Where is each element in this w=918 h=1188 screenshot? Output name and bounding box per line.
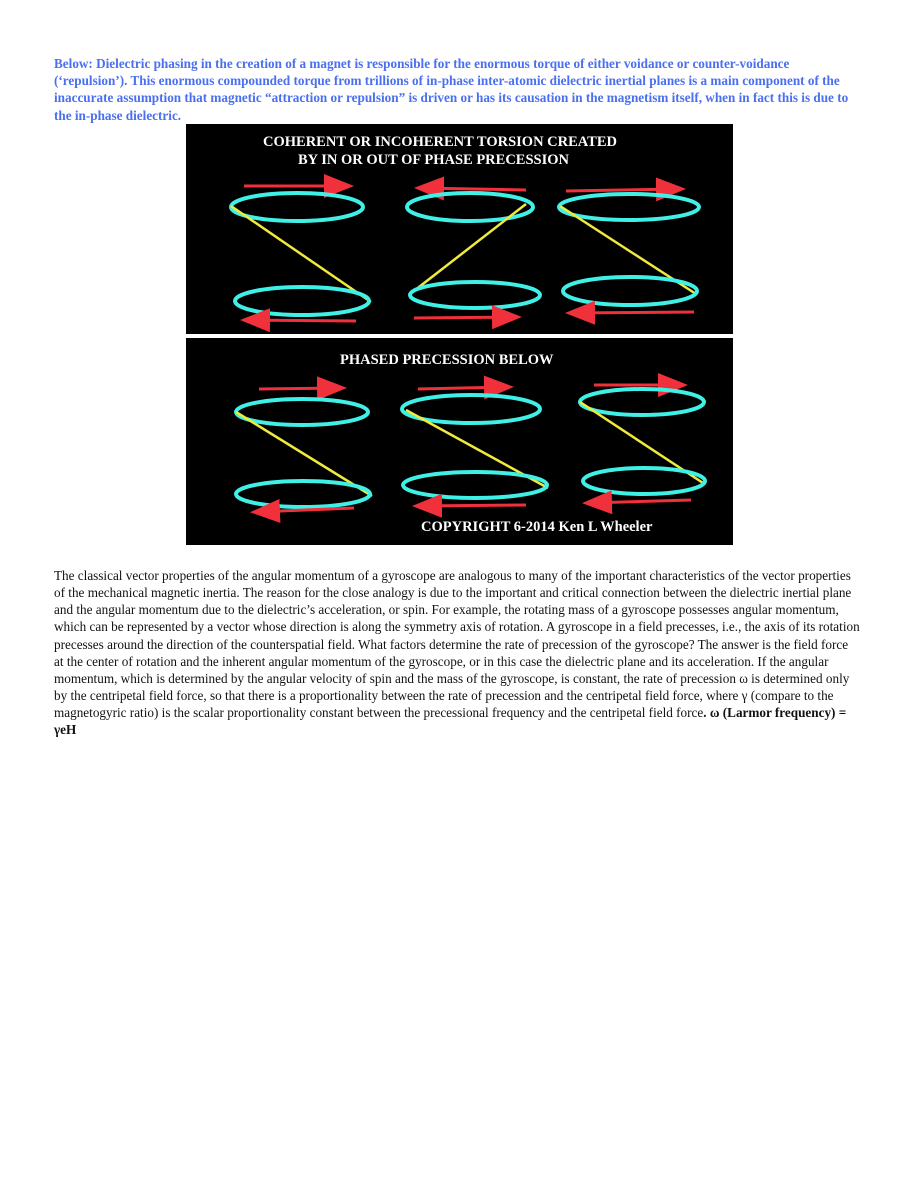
arrow-right-icon <box>414 317 516 318</box>
top-title-line1: COHERENT OR INCOHERENT TORSION CREATED <box>263 134 617 150</box>
lower-ring-icon <box>410 282 540 308</box>
upper-ring-icon <box>407 193 533 221</box>
gyroscope-3-bottom <box>580 385 705 503</box>
precession-diagram-top <box>186 124 733 334</box>
lower-ring-icon <box>563 277 697 305</box>
arrow-right-icon <box>259 388 341 389</box>
upper-ring-icon <box>580 389 704 415</box>
upper-ring-icon <box>236 399 368 425</box>
figure-bottom-panel <box>186 338 733 545</box>
upper-ring-icon <box>231 193 363 221</box>
gyroscope-2-top <box>407 188 540 318</box>
gyroscope-2-bottom <box>402 387 548 506</box>
arrow-left-icon <box>246 320 356 321</box>
lower-ring-icon <box>403 472 547 498</box>
body-paragraph-text: The classical vector properties of the angular momentum of a gyroscope are analogous to many of the important characteristics of the vector properties of the mechanical magnetic inertia. The reason for the close analogy is due to the important and critical connection between the dielectric inertial plane and the angular momentum due to the dielectric’s acceleration, or spin. For example, the rotating mass of a gyroscope possesses angular momentum, which can be represented by a vector whose direction is along the symmetry axis of rotation. A gyroscope in a field precesses, i.e., the axis of its rotation precesses around the direction of the counterspatial field. What factors determine the rate of precession of the gyroscope? The answer is the field force at the center of rotation and the inherent angular momentum of the gyroscope, or in this case the dielectric plane and its acceleration. If the angular momentum, which is determined by the angular velocity of spin and the mass of the gyroscope, is constant, the rate of precession ω is determined only by the centripetal field force, so that there is a proportionality between the rate of precession and the centripetal field force, where γ (compare to the magnetogyric ratio) is the scalar proportionality constant between the precessional frequency and the centripetal field force <box>54 568 860 721</box>
arrow-left-icon <box>588 500 691 503</box>
lower-ring-icon <box>235 287 369 315</box>
arrow-right-icon <box>418 387 508 389</box>
bottom-title: PHASED PRECESSION BELOW <box>340 352 554 368</box>
gyroscope-3-top <box>559 189 699 313</box>
precession-diagram-bottom <box>186 338 733 545</box>
body-paragraph <box>54 567 860 739</box>
copyright-text: COPYRIGHT 6-2014 Ken L Wheeler <box>421 519 653 535</box>
arrow-left-icon <box>420 188 526 190</box>
figure-caption: Below: Dielectric phasing in the creation of a magnet is responsible for the enormous torque of either voidance or counter-voidance (‘repulsion’). This enormous compounded torque from trillions of in-phase inter-atomic dielectric inertial planes is a main component of the inaccurate assumption that magnetic “attraction or repulsion” is driven or has its causation in the magnetism itself, when in fact this is due to the in-phase dielectric. <box>54 56 849 123</box>
larmor-formula: . ω (Larmor frequency) = γeH <box>54 705 847 738</box>
figure-top-panel <box>186 124 733 334</box>
lower-ring-icon <box>236 481 370 507</box>
arrow-left-icon <box>256 508 354 512</box>
upper-ring-icon <box>559 194 699 220</box>
gyroscope-1-top <box>231 186 371 321</box>
arrow-left-icon <box>418 505 526 506</box>
arrow-left-icon <box>571 312 694 313</box>
lower-ring-icon <box>583 468 705 494</box>
gyroscope-1-bottom <box>236 388 372 512</box>
top-title-line2: BY IN OR OUT OF PHASE PRECESSION <box>298 152 569 168</box>
arrow-right-icon <box>566 189 680 191</box>
